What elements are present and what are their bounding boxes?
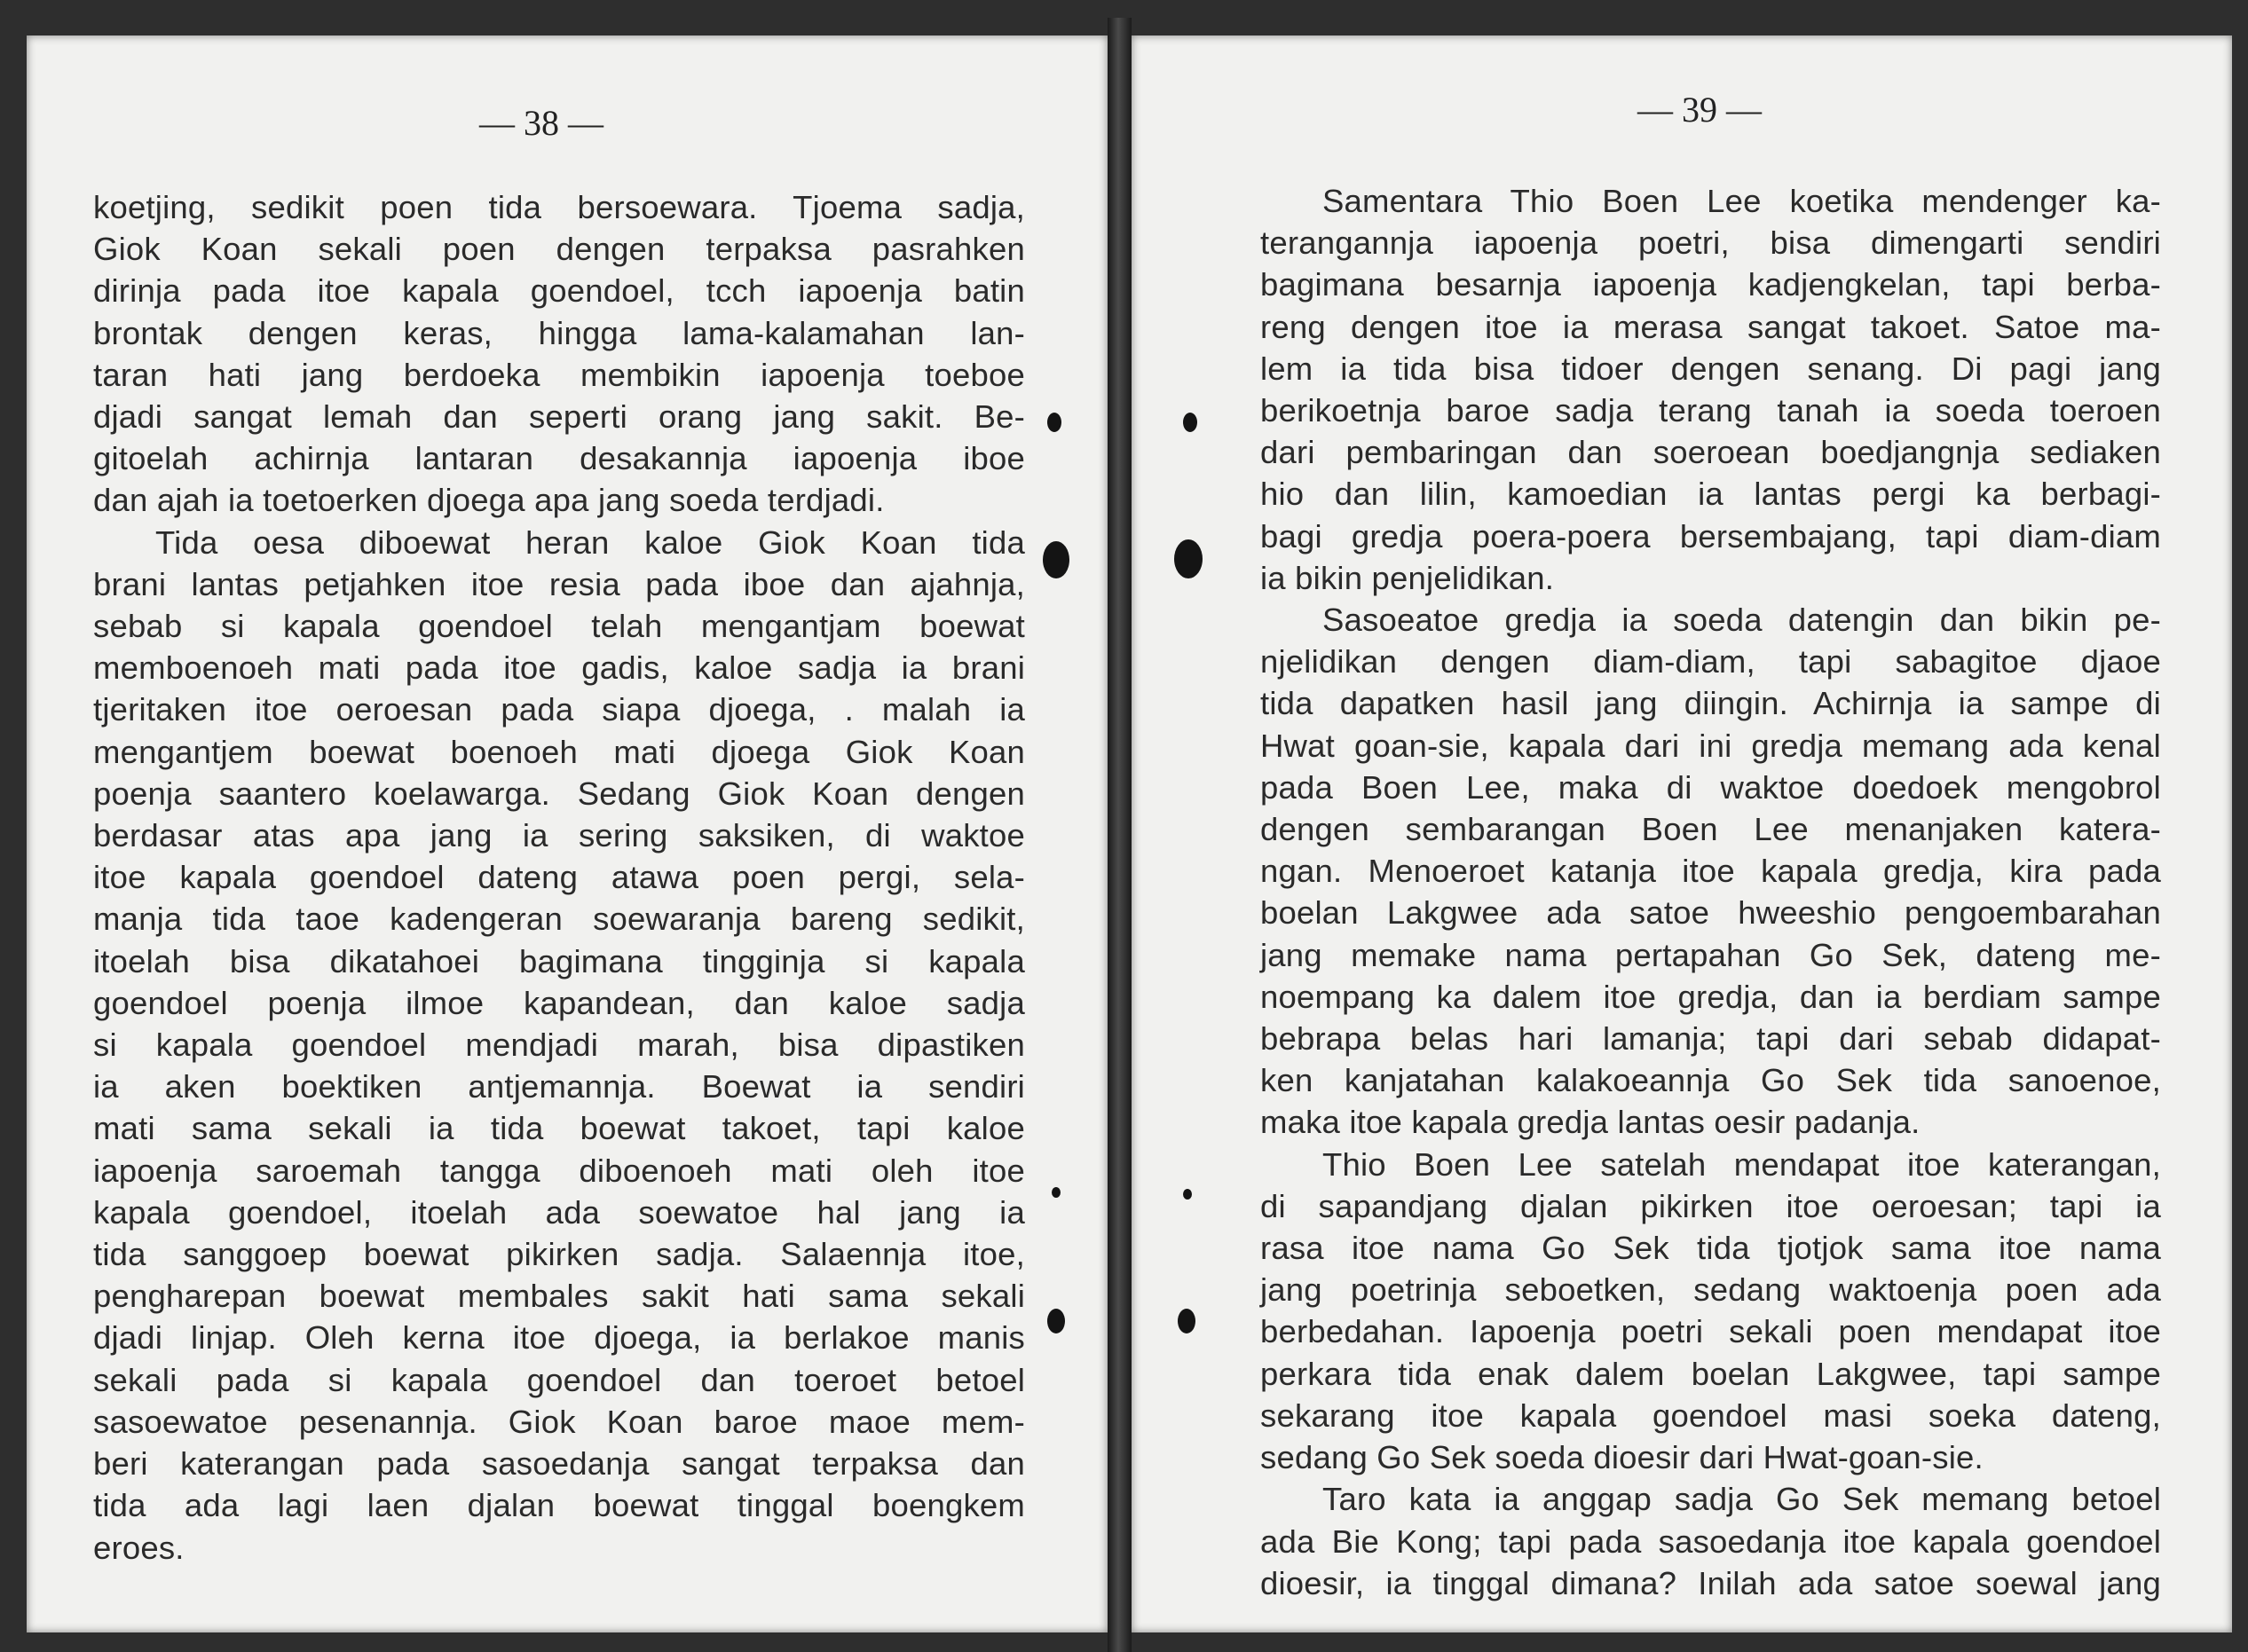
text-line: taran hati jang berdoeka membikin iapoenja toeboe (93, 356, 1025, 393)
text-line: dengen sembarangan Boen Lee menanjaken katera- (1260, 811, 2161, 848)
left-page-text (93, 186, 1025, 1569)
page-number-left: — 38 — (479, 103, 603, 143)
text-line: tida sanggoep boewat pikirken sadja. Salaennja itoe, (93, 1236, 1025, 1273)
punch-hole (1174, 539, 1203, 578)
text-line: di sapandjang djalan pikirken itoe oeroesan; tapi ia (1260, 1187, 2161, 1224)
text-line: ia aken boektiken antjemannja. Boewat ia sendiri (93, 1068, 1025, 1105)
text-line: Hwat goan-sie, kapala dari ini gredja memang ada kenal (1260, 727, 2161, 764)
page-number-right: — 39 — (1637, 90, 1762, 130)
text-line: bagimana besarnja iapoenja kadjengkelan, tapi berba- (1260, 266, 2161, 303)
punch-hole (1183, 413, 1197, 432)
text-line: dari pembaringan dan soeroean boedjangnja sediaken (1260, 434, 2161, 471)
text-line: bebrapa belas hari lamanja; tapi dari sebab didapat- (1260, 1020, 2161, 1058)
text-line: brontak dengen keras, hingga lama-kalamahan lan- (93, 314, 1025, 351)
text-line: Sasoeatoe gredja ia soeda datengin dan bikin pe- (1322, 602, 2161, 639)
text-line: njelidikan dengen diam-diam, tapi sabagitoe djaoe (1260, 643, 2161, 680)
text-line: sekali pada si kapala goendoel dan toeroet betoel (93, 1361, 1025, 1398)
text-line: Giok Koan sekali poen dengen terpaksa pasrahken (93, 231, 1025, 268)
text-line: brani lantas petjahken itoe resia pada iboe dan ajahnja, (93, 565, 1025, 602)
text-line: tida ada lagi laen djalan boewat tinggal boengkem (93, 1487, 1025, 1524)
punch-hole (1052, 1187, 1061, 1198)
punch-hole (1043, 541, 1069, 578)
text-line: sebab si kapala goendoel telah mengantjam boewat (93, 608, 1025, 645)
text-line: lem ia tida bisa tidoer dengen senang. Di pagi jang (1260, 350, 2161, 387)
punch-hole (1178, 1309, 1195, 1333)
text-line: bagi gredja poera-poera bersembajang, tapi diam-diam (1260, 517, 2161, 555)
left-page (27, 35, 1108, 1632)
text-line: beri katerangan pada sasoedanja sangat terpaksa dan (93, 1445, 1025, 1483)
text-line: koetjing, sedikit poen tida bersoewara. Tjoema sadja, (93, 189, 1025, 225)
text-line: reng dengen itoe ia merasa sangat takoet. Satoe ma- (1260, 308, 2161, 345)
text-line: tida dapatken hasil jang diingin. Achirnja ia sampe di (1260, 685, 2161, 722)
text-line: memboenoeh mati pada itoe gadis, kaloe sadja ia brani (93, 649, 1025, 687)
text-line: maka itoe kapala gredja lantas oesir padanja. (1260, 1104, 1921, 1141)
text-line: gitoelah achirnja lantaran desakannja iapoenja iboe (93, 440, 1025, 477)
text-line: berikoetnja baroe sadja terang tanah ia soeda toeroen (1260, 392, 2161, 429)
text-line: iapoenja saroemah tangga diboenoeh mati oleh itoe (93, 1152, 1025, 1189)
text-line: ada Bie Kong; tapi pada sasoedanja itoe kapala goendoel (1260, 1522, 2161, 1560)
text-line: sasoewatoe pesenannja. Giok Koan baroe maoe mem- (93, 1403, 1025, 1440)
right-page-text (1260, 180, 2161, 1604)
text-line: eroes. (93, 1529, 185, 1566)
text-line: Tida oesa diboewat heran kaloe Giok Koan tida (155, 523, 1025, 561)
text-line: mati sama sekali ia tida boewat takoet, tapi kaloe (93, 1110, 1025, 1147)
text-line: mengantjem boewat boenoeh mati djoega Giok Koan (93, 733, 1025, 770)
text-line: Taro kata ia anggap sadja Go Sek memang betoel (1322, 1481, 2161, 1518)
text-line: djadi sangat lemah dan seperti orang jang sakit. Be- (93, 398, 1025, 436)
text-line: sekarang itoe kapala goendoel masi soeka dateng, (1260, 1396, 2161, 1434)
text-line: kapala goendoel, itoelah ada soewatoe hal jang ia (93, 1193, 1025, 1231)
text-line: berbedahan. Iapoenja poetri sekali poen mendapat itoe (1260, 1313, 2161, 1350)
text-line: si kapala goendoel mendjadi marah, bisa dipastiken (93, 1027, 1025, 1064)
text-line: djadi linjap. Oleh kerna itoe djoega, ia berlakoe manis (93, 1319, 1025, 1357)
punch-hole (1047, 1309, 1065, 1333)
text-line: perkara tida enak dalem boelan Lakgwee, tapi sampe (1260, 1355, 2161, 1392)
text-line: boelan Lakgwee ada satoe hweeshio pengoembarahan (1260, 894, 2161, 932)
right-page (1132, 35, 2232, 1632)
text-line: jang poetrinja seboetken, sedang waktoenja poen ada (1260, 1271, 2161, 1309)
text-line: pengharepan boewat membales sakit hati sama sekali (93, 1278, 1025, 1315)
text-line: terangannja iapoenja poetri, bisa dimengarti sendiri (1260, 224, 2161, 262)
text-line: Samentara Thio Boen Lee koetika mendenger ka- (1322, 183, 2161, 219)
book-spine (1108, 18, 1132, 1652)
text-line: dioesir, ia tinggal dimana? Inilah ada satoe soewal jang (1260, 1564, 2161, 1601)
text-line: itoelah bisa dikatahoei bagimana tingginja si kapala (93, 942, 1025, 979)
text-line: rasa itoe nama Go Sek tida tjotjok sama itoe nama (1260, 1230, 2161, 1267)
text-line: dan ajah ia toetoerken djoega apa jang soeda terdjadi. (93, 482, 885, 519)
text-line: ngan. Menoeroet katanja itoe kapala gredja, kira pada (1260, 853, 2161, 890)
text-line: goendoel poenja ilmoe kapandean, dan kaloe sadja (93, 984, 1025, 1021)
text-line: ken kanjatahan kalakoeannja Go Sek tida sanoenoe, (1260, 1062, 2161, 1099)
text-line: dirinja pada itoe kapala goendoel, tcch iapoenja batin (93, 272, 1025, 310)
text-line: ia bikin penjelidikan. (1260, 559, 1555, 596)
text-line: hio dan lilin, kamoedian ia lantas pergi ka berbagi- (1260, 476, 2161, 513)
text-line: Thio Boen Lee satelah mendapat itoe katerangan, (1322, 1145, 2161, 1183)
text-line: pada Boen Lee, maka di waktoe doedoek mengobrol (1260, 768, 2161, 806)
text-line: jang memake nama pertapahan Go Sek, dateng me- (1260, 936, 2161, 973)
text-line: sedang Go Sek soeda dioesir dari Hwat-goan-sie. (1260, 1439, 1984, 1476)
text-line: poenja saantero koelawarga. Sedang Giok Koan dengen (93, 775, 1025, 812)
punch-hole (1183, 1189, 1192, 1200)
text-line: tjeritaken itoe oeroesan pada siapa djoega, . malah ia (93, 691, 1025, 728)
text-line: itoe kapala goendoel dateng atawa poen pergi, sela- (93, 859, 1025, 896)
text-line: noempang ka dalem itoe gredja, dan ia berdiam sampe (1260, 978, 2161, 1015)
text-line: berdasar atas apa jang ia sering saksiken, di waktoe (93, 817, 1025, 854)
punch-hole (1047, 413, 1061, 432)
text-line: manja tida taoe kadengeran soewaranja bareng sedikit, (93, 901, 1025, 938)
